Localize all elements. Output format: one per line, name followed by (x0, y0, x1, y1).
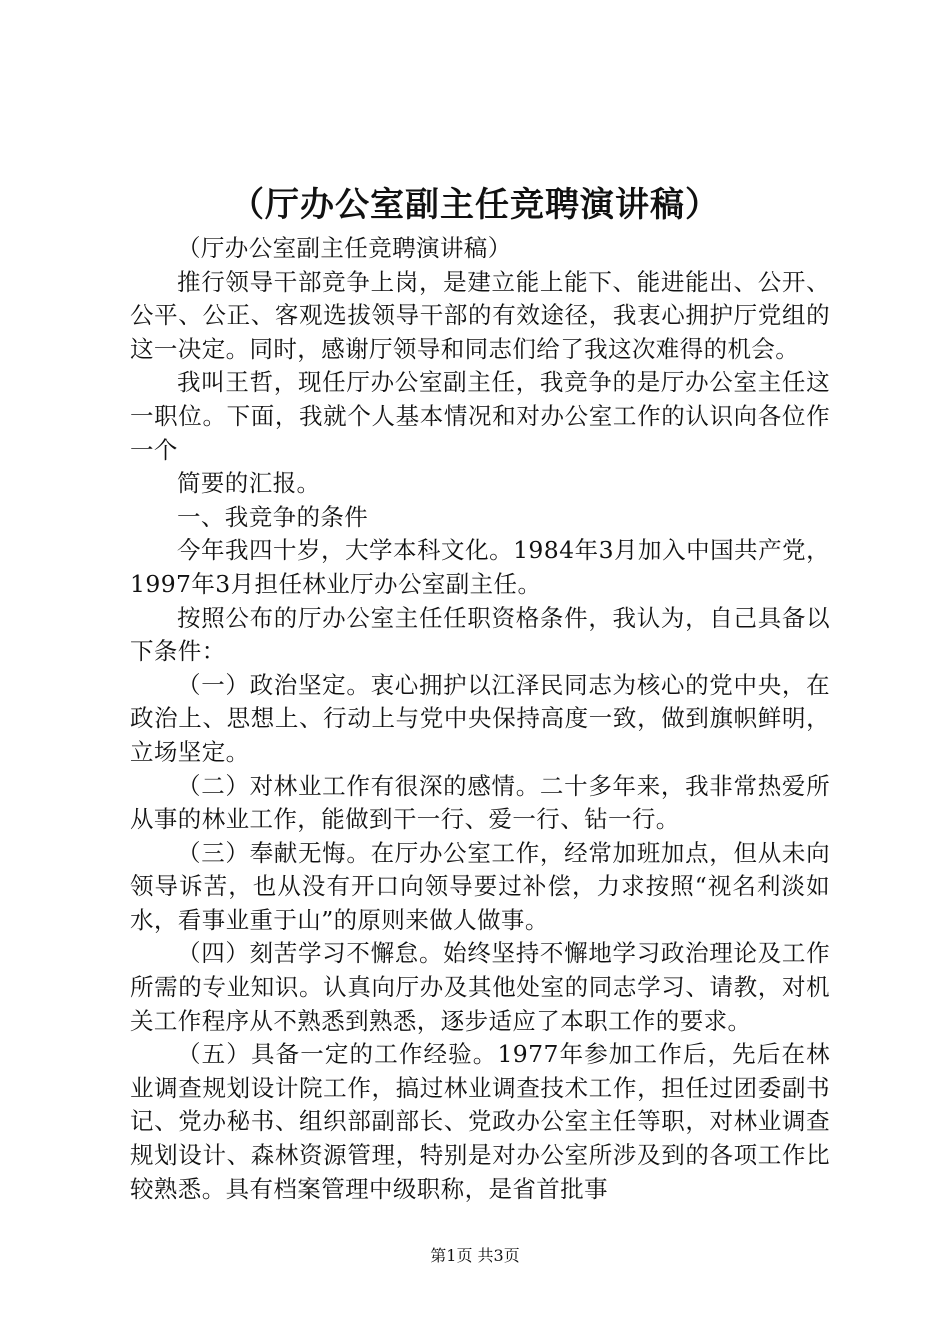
paragraph: （一）政治坚定。衷心拥护以江泽民同志为核心的党中央，在政治上、思想上、行动上与党中央保持高度一致，做到旗帜鲜明，立场坚定。 (130, 670, 830, 766)
paragraph: 推行领导干部竞争上岗，是建立能上能下、能进能出、公开、公平、公正、客观选拔领导干部的有效途径，我衷心拥护厅党组的这一决定。同时，感谢厅领导和同志们给了我这次难得的机会。 (130, 267, 830, 363)
section-heading: 一、我竞争的条件 (177, 502, 369, 531)
paragraph: （厅办公室副主任竞聘演讲稿） (177, 234, 512, 262)
paragraph: 按照公布的厅办公室主任任职资格条件，我认为，自己具备以下条件： (130, 603, 830, 666)
paragraph: （五）具备一定的工作经验。1977年参加工作后，先后在林业调查规划设计院工作，搞过林业调查技术工作，担任过团委副书记、党办秘书、组织部副部长、党政办公室主任等职，对林业调查规划设计、森林资源管理，特别是对办公室所涉及到的各项工作比较熟悉。具有档案管理中级职称，是省首批事 (130, 1040, 830, 1203)
document-title: （厅办公室副主任竞聘演讲稿） (230, 185, 720, 225)
paragraph: （四）刻苦学习不懈怠。始终坚持不懈地学习政治理论及工作所需的专业知识。认真向厅办及其他处室的同志学习、请教，对机关工作程序从不熟悉到熟悉，逐步适应了本职工作的要求。 (130, 939, 830, 1035)
paragraph: （二）对林业工作有很深的感情。二十多年来，我非常热爱所从事的林业工作，能做到干一行、爱一行、钻一行。 (130, 771, 830, 834)
paragraph: （三）奉献无悔。在厅办公室工作，经常加班加点，但从未向领导诉苦，也从没有开口向领导要过补偿，力求按照“视名利淡如水，看事业重于山”的原则来做人做事。 (130, 838, 830, 934)
paragraph: 我叫王哲，现任厅办公室副主任，我竞争的是厅办公室主任这一职位。下面，我就个人基本情况和对办公室工作的认识向各位作一个 (130, 368, 830, 464)
document-body (130, 232, 830, 1206)
paragraph: 今年我四十岁，大学本科文化。1984年3月加入中国共产党，1997年3月担任林业厅办公室副主任。 (130, 536, 830, 598)
page-footer: 第1页 共3页 (430, 1246, 520, 1265)
paragraph: 简要的汇报。 (177, 469, 321, 498)
